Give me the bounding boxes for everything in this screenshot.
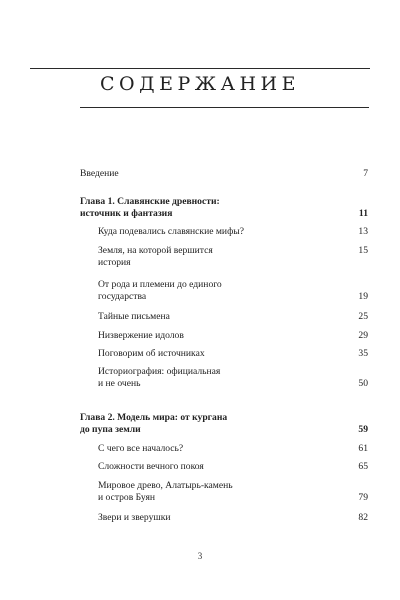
toc-entry-title-line1: Земля, на которой вершится xyxy=(98,245,213,256)
toc-chapter-title-line1: Глава 1. Славянские древности: xyxy=(80,196,220,207)
toc-entry-page: 11 xyxy=(358,208,368,219)
toc-entry-title-line2: и не очень xyxy=(98,378,141,389)
toc-entry-page: 25 xyxy=(358,311,368,322)
toc-entry-page: 29 xyxy=(358,330,368,341)
toc-entry-title: Сложности вечного покоя xyxy=(98,461,204,472)
toc-chapter-title-line1: Глава 2. Модель мира: от кургана xyxy=(80,412,228,423)
toc-entry-page: 15 xyxy=(358,245,368,256)
toc-entry-title: Низвержение идолов xyxy=(98,330,184,341)
toc-entry-title-line2: история xyxy=(98,257,131,268)
toc-entry-page: 7 xyxy=(363,168,368,179)
toc-entry-page: 35 xyxy=(358,348,368,359)
toc-entry-page: 59 xyxy=(358,424,368,435)
page-number: 3 xyxy=(197,551,203,561)
toc-entry-page: 50 xyxy=(358,378,368,389)
toc-entry-title: С чего все началось? xyxy=(98,443,184,454)
toc-entry-title-line1: От рода и племени до единого xyxy=(98,279,222,290)
toc-entry-page: 19 xyxy=(358,291,368,302)
toc-entry-page: 79 xyxy=(358,492,368,503)
toc-entry-title: Тайные письмена xyxy=(98,311,170,322)
toc-entry-page: 65 xyxy=(358,461,368,472)
toc-chapter-title-line2: до пупа земли xyxy=(80,424,141,435)
toc-entry-page: 82 xyxy=(358,512,368,523)
toc-entry-title-line1: Мировое древо, Алатырь-камень xyxy=(98,480,233,491)
toc-entry-title: Куда подевались славянские мифы? xyxy=(98,226,244,237)
toc-entry-title-line1: Историография: официальная xyxy=(98,366,221,377)
toc-entry-title-line2: государства xyxy=(98,291,147,302)
toc-entry-title: Поговорим об источниках xyxy=(98,348,205,359)
toc-entry-page: 13 xyxy=(358,226,368,237)
toc-entry-title-line2: и остров Буян xyxy=(98,492,156,503)
toc-entry-title: Введение xyxy=(80,168,119,179)
page-title: СОДЕРЖАНИЕ xyxy=(100,73,300,95)
toc-entry-page: 61 xyxy=(358,443,368,454)
toc-entry-title: Звери и зверушки xyxy=(98,512,171,523)
toc-chapter-title-line2: источник и фантазия xyxy=(80,208,173,219)
